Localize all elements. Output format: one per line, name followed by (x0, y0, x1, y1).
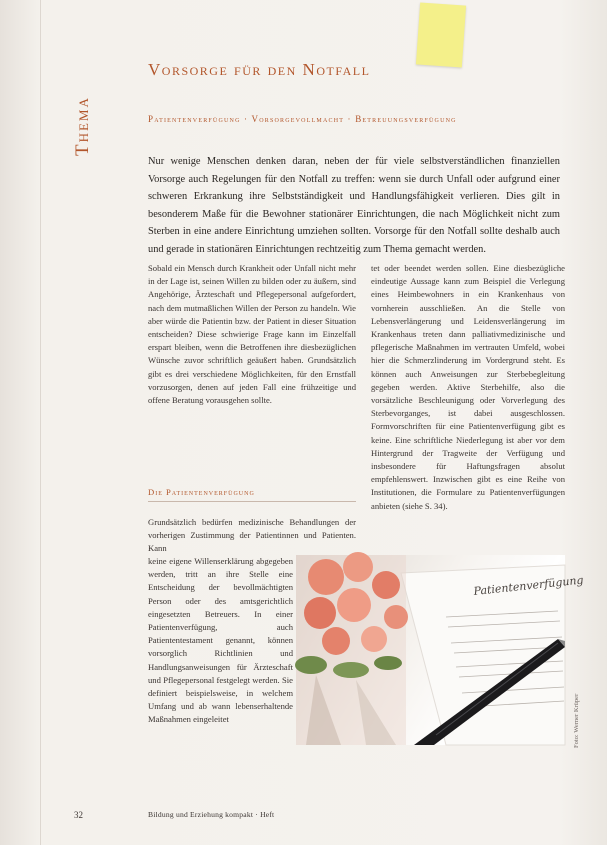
section-heading: Die Patientenverfügung (148, 487, 255, 497)
yellow-sticky-note (416, 2, 466, 67)
article-subtitle: Patientenverfügung · Vorsorgevollmacht · Betreuungsverfügung (148, 114, 457, 124)
article-title: Vorsorge für den Notfall (148, 60, 371, 79)
body-left-column-section-cont: keine eigene Willenserklärung abgegeben werden, tritt an ihre Stelle eine Entscheidung der bevollmächtigten Person oder des amtsgerichtlich eingesetzten Betreuers. In einer Patientenverfügung, auch Patiententestament genannt, können vorsorglich Richtlinien und Handlungsanweisungen für Ärzteschaft und Pflegepersonal festgelegt werden. Sie definiert beispielsweise, in welchem Umfang und ab wann lebenserhaltende Maßnahmen eingeleitet (148, 556, 293, 725)
section-label-thema: Thema (72, 96, 93, 156)
body-right-column: tet oder beendet werden sollen. Eine diesbezügliche eindeutige Aussage kann zum Beispiel die Verlegung eines Heimbewohners in ein Krankenhaus von vornherein ausschließen. An die Stelle von Lebensverlängerung und Leidensverlängerung im Krankenhaus treten dann palliativmedizinische und pflegerische Maßnahmen im vertrauten Umfeld, wobei hier die Schmerzlinderung im Vordergrund steht. Es können auch Anweisungen zur Sterbebegleitung gegeben werden. Aktive Sterbehilfe, also die vorsätzliche Beschleunigung oder Vorverlegung des Sterbevorganges, ist dabei ausgeschlossen. Formvorschriften für eine Patientenverfügung gibt es keine. Eine schriftliche Niederlegung ist aber vor dem Hintergrund der Tragweite der Verfügung und insbesondere für Haftungsfragen absolut empfehlenswert. Inzwischen gibt es eine Reihe von Institutionen, die Formulare zu Patientenverfügungen anbieten (siehe S. 34). (371, 263, 565, 511)
photo-credit: Foto: Werner Krüper (573, 693, 580, 748)
rose-bouquet (295, 552, 408, 745)
footer-publication: Bildung und Erziehung kompakt · Heft (148, 810, 275, 819)
page-gutter-shadow (40, 0, 41, 845)
document-title: Patientenverfügung (472, 573, 585, 598)
intro-paragraph: Nur wenige Menschen denken daran, neben der für viele selbstverständlichen finanziellen Vorsorge auch Regelungen für den Notfall zu treffen: wenn sie durch Unfall oder aufgrund einer schweren Erkrankung ihre Selbstständigkeit und Handlungsfähigkeit verlieren. Dies gilt in besonderem Maße für die Bewohner stationärer Einrichtungen, die nach Möglichkeit nicht zum Sterben in eine andere Einrichtung umziehen sollten. Vorsorge für den Notfall sollte deshalb auch und gerade in stationären Einrichtungen rechtzeitig zum Thema gemacht werden. (148, 156, 560, 255)
section-divider (148, 501, 356, 502)
body-left-column-top: Sobald ein Mensch durch Krankheit oder Unfall nicht mehr in der Lage ist, seinen Willen zu bilden oder zu äußern, sind Angehörige, Ärzteschaft und Pflegepersonal aufgefordert, nach dem mutmaßlichen Willen der Person zu handeln. Wie aber würde die Patientin bzw. der Patient in dieser Situation entscheiden? Diese schwierige Frage kann im Einzelfall erspart bleiben, wenn die Betroffenen ihre diesbezüglichen Wünsche zuvor schriftlich geäußert haben. Grundsätzlich gibt es drei verschiedene Möglichkeiten, für den Ernstfall vorzusorgen, denen auf jeden Fall eine frühzeitige und offene Beratung vorausgehen sollte. (148, 263, 356, 406)
page-number: 32 (74, 810, 83, 820)
body-left-column-section-start: Grundsätzlich bedürfen medizinische Behandlungen der vorherigen Zustimmung der Patientinnen und Patienten. Kann (148, 517, 356, 554)
